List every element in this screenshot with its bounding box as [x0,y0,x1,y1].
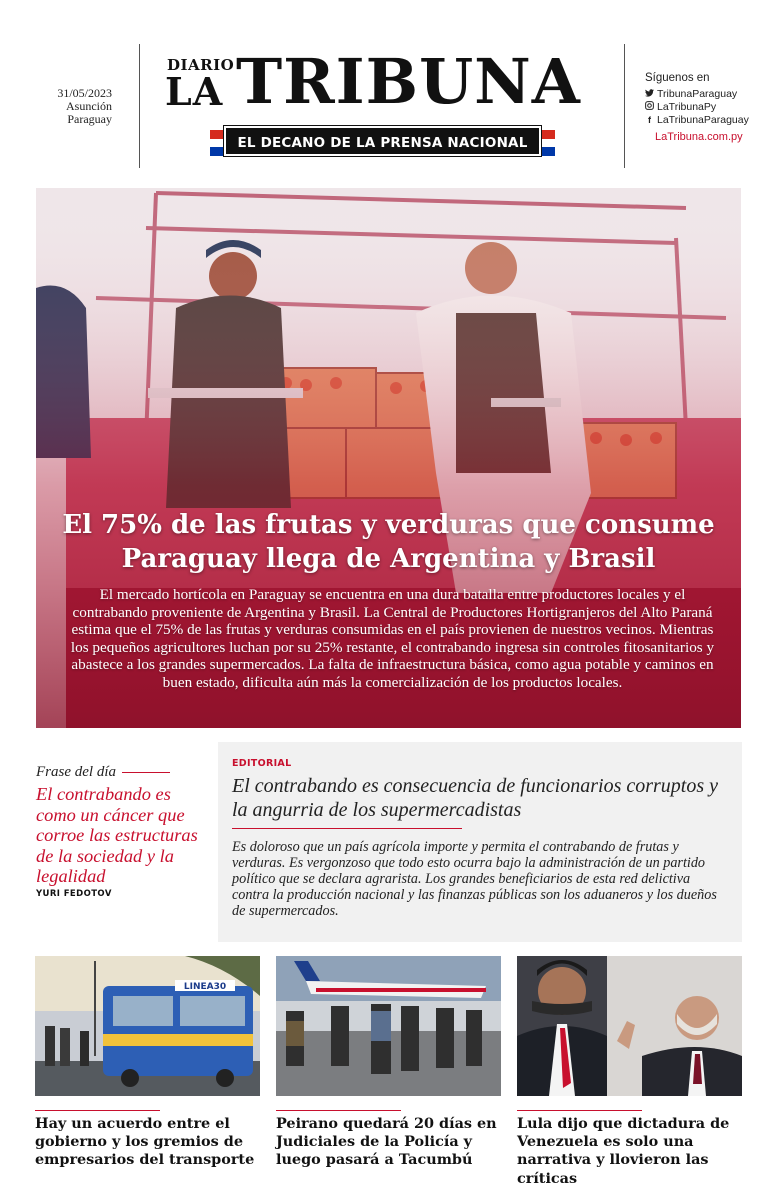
social-label: TribunaParaguay [657,88,738,100]
hero-summary: El mercado hortícola en Paraguay se encuentra en una dura batalla entre productores locales y el contrabando proveniente de Argentina y Brasil. La Central de Productores Hortigranjeros del Alto Paraná estima que el 75% de las frutas y verduras consumidas en el país provienen de nuestros vecinos. Mientras los pequeños agricultores luchan por su 25% restante, el contrabando ingresa sin controles fitosanitarios y abastece a los grandes supermercados. La falta de infraestructura básica, como agua potable y caminos en buen estado, dificulta aún más la comercialización de los productos locales. [70,586,715,691]
editorial-tag: EDITORIAL [232,758,292,769]
tagline: EL DECANO DE LA PRENSA NACIONAL [224,126,541,156]
story-photo-leaders [517,956,742,1096]
story-headline[interactable]: Peirano quedará 20 días en Judiciales de la Policía y luego pasará a Tacumbú [276,1115,497,1169]
twitter-icon [645,88,654,101]
editorial-box[interactable] [218,742,742,942]
story-photo-bus [35,956,260,1096]
logo-tribuna: TRIBUNA [236,45,581,118]
newspaper-logo[interactable] [160,44,610,166]
editorial-title[interactable]: El contrabando es consecuencia de funcionarios corruptos y la angurria de los supermercadistas [232,775,719,821]
hero-headline[interactable] [46,508,731,576]
date: 31/05/2023 [57,86,112,100]
date-location [30,87,112,126]
social-link-facebook[interactable] [645,114,770,127]
website-link[interactable]: LaTribuna.com.py [655,131,743,143]
story-card-lula[interactable] [517,956,742,1188]
story-photo-airplane-escort [276,956,501,1096]
hero-headline-line1: El 75% de las frutas y verduras que consume [62,510,715,540]
story-card-peirano[interactable] [276,956,501,1170]
social-heading: Síguenos en [645,72,710,84]
divider-right [624,44,625,168]
social-link-twitter[interactable] [645,88,770,101]
instagram-icon [645,101,654,114]
tagline-banner [210,126,555,158]
story-headline[interactable]: Lula dijo que dictadura de Venezuela es solo una narrativa y llovieron las críticas [517,1115,730,1187]
social-label: LaTribunaPy [657,101,717,113]
masthead-header [0,0,776,180]
logo-diario: DIARIO [167,56,235,74]
story-headline[interactable]: Hay un acuerdo entre el gobierno y los gremios de empresarios del transporte [35,1115,255,1169]
quote-text: El contrabando es como un cáncer que corroe las estructuras de la sociedad y la legalidad [36,784,198,887]
social-label: LaTribunaParaguay [657,114,749,126]
story-card-transport[interactable] [35,956,260,1170]
quote-of-the-day [36,764,206,899]
social-links [645,72,770,144]
hero-story[interactable] [36,188,741,728]
divider-left [139,44,140,168]
quote-author: YURI FEDOTOV [36,888,112,899]
hero-headline-line2: Paraguay llega de Argentina y Brasil [121,544,656,574]
logo-la: LA [165,69,224,114]
city: Asunción [66,99,112,113]
story-divider [35,1110,160,1111]
country: Paraguay [67,112,112,126]
facebook-icon: f [648,115,651,125]
editorial-body: Es doloroso que un país agrícola importe y permita el contrabando de frutas y verduras. Es vergonzoso que todo esto ocurra bajo la administración de un partido político que se declara agrarista. Los grandes beneficiarios de esta red delictiva contra la producción nacional y las finanzas públicas son los aduaneros y los dueños de supermercados. [232,839,717,919]
social-link-instagram[interactable] [645,101,770,114]
story-divider [276,1110,401,1111]
editorial-divider [232,828,462,829]
story-divider [517,1110,642,1111]
quote-label: Frase del día [36,764,206,781]
bus-route-sign: LINEA30 [183,982,227,992]
